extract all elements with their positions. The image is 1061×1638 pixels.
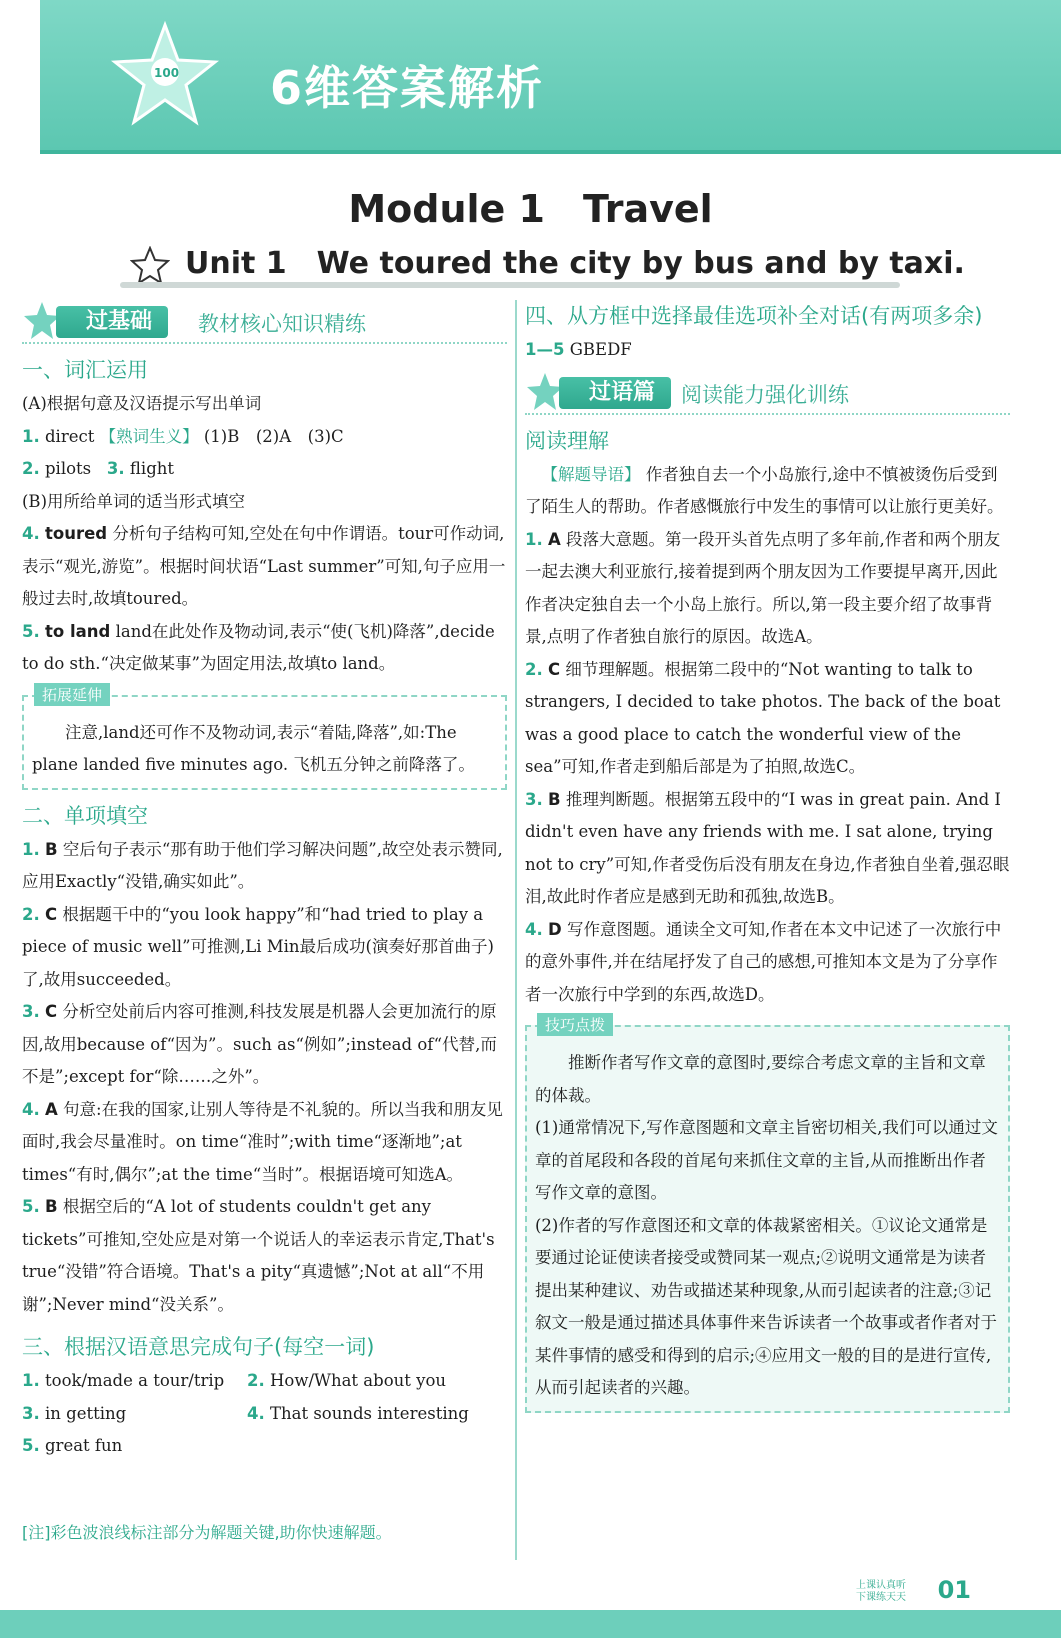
answer-item: [22, 421, 507, 454]
item-text: 空后句子表示“那有助于他们学习解决问题”,故空处表示赞同,应用Exactly“没错,确实如此”。: [22, 839, 503, 891]
answer-item: [525, 784, 1010, 914]
item-number: 1—5: [525, 340, 565, 359]
item-text: 根据题干中的“you look happy”和“had tried to play a piece of music well”可推测,Li Min最后成功(演奏好那首曲子)了,故用succeeded。: [22, 904, 494, 989]
item-number: 1.: [525, 529, 543, 549]
slogan-line: 下课练天天: [856, 1592, 906, 1603]
item-answer: to land: [45, 621, 111, 641]
column-divider: [515, 300, 517, 1560]
section-banner-basics: [22, 300, 507, 344]
module-title: Module 1 Travel: [348, 187, 713, 231]
footer-stripe: [0, 1610, 1061, 1638]
item-text: That sounds interesting: [270, 1403, 469, 1423]
subheading-b: (B)用所给单词的适当形式填空: [22, 491, 245, 511]
box-label: 拓展延伸: [34, 683, 110, 706]
item-answer: toured: [45, 524, 108, 543]
box-text: (2)作者的写作意图还和文章的体裁紧密相关。①议论文通常是要通过论证使读者接受或赞同某一观点;②说明文通常是为读者提出某种建议、劝告或描述某种现象,从而引起读者的注意;③记叙文一般是通过描述具体事件来告诉读者一个故事或者作者对于某件事情的感受和得到的启示;④应用文一般的目的是进行宣传,从而引起读者的兴趣。: [535, 1215, 997, 1397]
item-text: great fun: [45, 1436, 123, 1455]
answer-item: [525, 334, 1010, 367]
answer-item: [22, 834, 507, 899]
guide-text: 作者独自去一个小岛旅行,途中不慎被烫伤后受到了陌生人的帮助。作者感慨旅行中发生的事情可以让旅行更美好。: [525, 464, 1004, 516]
extension-box: [22, 685, 507, 790]
banner-title: 6维答案解析: [270, 61, 545, 115]
section-subtitle: 教材核心知识精练: [198, 312, 366, 336]
item-text: 句意:在我的国家,让别人等待是不礼貌的。所以当我和朋友见面时,我会尽量准时。on time“准时”;with time“逐渐地”;at times“有时,偶尔”;at the time“当时”。根据语境可知选A。: [22, 1099, 503, 1184]
item-text: 根据空后的“A lot of students couldn't get any tickets”可推知,空处应是对第一个说话人的幸运表示肯定,That's true“没错”符合语境。That's a pity“真遗憾”;Not at all“不用谢”;Never mind“没关系”。: [22, 1197, 495, 1314]
heading-vocab: 一、词汇运用: [22, 358, 148, 382]
item-answer: direct: [45, 426, 95, 446]
header-banner: [40, 0, 1061, 154]
item-text: 细节理解题。根据第二段中的“Not wanting to talk to strangers, I decided to take photos. The back of the boat was a good place to catch the wonderful view of the sea”可知,作者走到船后部是为了拍照,故选C。: [525, 659, 1001, 776]
answer-item: [525, 914, 1010, 1012]
item-answer: C: [45, 1002, 58, 1021]
item-text: 写作意图题。通读全文可知,作者在本文中记述了一次旅行中的意外事件,并在结尾抒发了自己的感想,可推知本文是为了分享作者一次旅行中学到的东西,故选D。: [525, 919, 1002, 1004]
item-answer: D: [548, 919, 562, 939]
item-number: 5.: [22, 1197, 40, 1216]
guide-tag: 【解题导语】: [541, 464, 641, 484]
answer-item: [22, 1191, 507, 1321]
page-number: 01: [937, 1576, 971, 1604]
item-number: 2.: [22, 904, 40, 924]
item-number: 4.: [22, 524, 40, 543]
heading-dialogue: 四、从方框中选择最佳选项补全对话(有两项多余): [525, 304, 983, 328]
answer-item: [22, 996, 507, 1094]
item-tag: 【熟词生义】: [99, 426, 199, 446]
item-answer: C: [548, 659, 561, 679]
list-item: [22, 1365, 247, 1398]
item-number: 2.: [525, 659, 543, 679]
section-title: 过基础: [56, 306, 168, 338]
item-number: 4.: [247, 1403, 265, 1423]
item-answer: B: [45, 1197, 58, 1216]
section-banner-reading: [525, 371, 1010, 415]
item-answer: flight: [129, 459, 175, 478]
item-text: land在此处作及物动词,表示“使(飞机)降落”,decide to do sth.“决定做某事”为固定用法,故填to land。: [22, 621, 495, 673]
unit-title: Unit 1 We toured the city by bus and by taxi.: [185, 246, 965, 281]
section-subtitle: 阅读能力强化训练: [681, 382, 849, 407]
footer-note: [注]彩色波浪线标注部分为解题关键,助你快速解题。: [22, 1523, 392, 1542]
star-mascot-icon: [110, 20, 220, 140]
answer-item: [22, 453, 507, 486]
item-answer: B: [45, 839, 58, 859]
item-number: 3.: [22, 1403, 40, 1423]
item-number: 4.: [525, 919, 543, 939]
item-answer: A: [548, 529, 561, 549]
item-number: 2.: [22, 459, 40, 478]
item-text: 分析空处前后内容可推测,科技发展是机器人会更加流行的原因,故用because of“因为”。such as“例如”;instead of“代替,而不是”;except for“除……之外”。: [22, 1002, 497, 1086]
answer-item: [525, 524, 1010, 654]
item-number: 3.: [22, 1002, 40, 1021]
item-text: 推理判断题。根据第五段中的“I was in great pain. And I didn't even have any friends with me. I sat alone, trying not to cry”可知,作者受伤后没有朋友在身边,作者独自坐着,强忍眼泪,故此时作者应是感到无助和孤独,故选B。: [525, 789, 1010, 906]
item-number: 3.: [525, 789, 543, 809]
svg-text:100: 100: [154, 66, 180, 80]
slogan-line: 上课认真听: [856, 1580, 906, 1591]
box-text: (1)通常情况下,写作意图题和文章主旨密切相关,我们可以通过文章的首尾段和各段的首尾句来抓住文章的主旨,从而推断出作者写作文章的意图。: [535, 1118, 998, 1202]
item-answer: A: [45, 1099, 58, 1119]
answer-item: [22, 899, 507, 997]
right-column: [525, 300, 1010, 1423]
item-text: (1)B (2)A (3)C: [203, 426, 344, 446]
unit-underline: [120, 282, 900, 288]
answer-item: [22, 616, 507, 681]
box-text: 注意,land还可作不及物动词,表示“着陆,降落”,如:The plane landed five minutes ago. 飞机五分钟之前降落了。: [32, 722, 475, 774]
item-text: 段落大意题。第一段开头首先点明了多年前,作者和两个朋友一起去澳大利亚旅行,接着提到两个朋友因为工作要提早离开,因此作者决定独自去一个小岛上旅行。所以,第一段主要介绍了故事背景,点明了作者独自旅行的原因。故选A。: [525, 529, 1001, 646]
answer-item: [22, 1094, 507, 1192]
answer-item: [525, 654, 1010, 784]
item-text: 分析句子结构可知,空处在句中作谓语。tour可作动词,表示“观光,游览”。根据时间状语“Last summer”可知,句子应用一般过去时,故填toured。: [22, 524, 506, 608]
heading-complete-sentences: 三、根据汉语意思完成句子(每空一词): [22, 1335, 375, 1359]
item-answer: pilots: [45, 459, 92, 478]
item-number: 3.: [106, 459, 125, 478]
item-number: 2.: [247, 1371, 265, 1390]
section-title: 过语篇: [559, 377, 671, 409]
subheading-a: (A)根据句意及汉语提示写出单词: [22, 394, 262, 413]
item-number: 1.: [22, 426, 40, 446]
sentence-answers: [22, 1365, 507, 1463]
list-item: [247, 1365, 497, 1398]
section-rule: [22, 342, 507, 344]
item-number: 5.: [22, 621, 40, 641]
answer-item: [22, 518, 507, 616]
item-answer: C: [45, 904, 58, 924]
tips-box: [525, 1016, 1010, 1413]
item-text: How/What about you: [270, 1371, 447, 1390]
list-item: [22, 1430, 247, 1463]
unit-star-icon: [130, 246, 170, 286]
section-rule: [525, 413, 1010, 415]
item-text: took/made a tour/trip: [45, 1371, 225, 1390]
heading-single-choice: 二、单项填空: [22, 803, 148, 828]
item-number: 4.: [22, 1099, 40, 1119]
footer-slogan: [856, 1580, 906, 1604]
box-text: 推断作者写作文章的意图时,要综合考虑文章的主旨和文章的体裁。: [535, 1053, 986, 1105]
item-number: 5.: [22, 1436, 40, 1455]
guide-paragraph: [525, 459, 1010, 524]
list-item: [22, 1398, 247, 1431]
box-label: 技巧点拨: [537, 1013, 613, 1036]
list-item: [247, 1398, 497, 1431]
item-text: in getting: [45, 1403, 127, 1423]
heading-reading: 阅读理解: [525, 428, 609, 453]
left-column: [22, 300, 507, 1463]
item-number: 1.: [22, 1371, 40, 1390]
item-number: 1.: [22, 839, 40, 859]
item-answer: GBEDF: [569, 340, 632, 359]
item-answer: B: [548, 789, 561, 809]
